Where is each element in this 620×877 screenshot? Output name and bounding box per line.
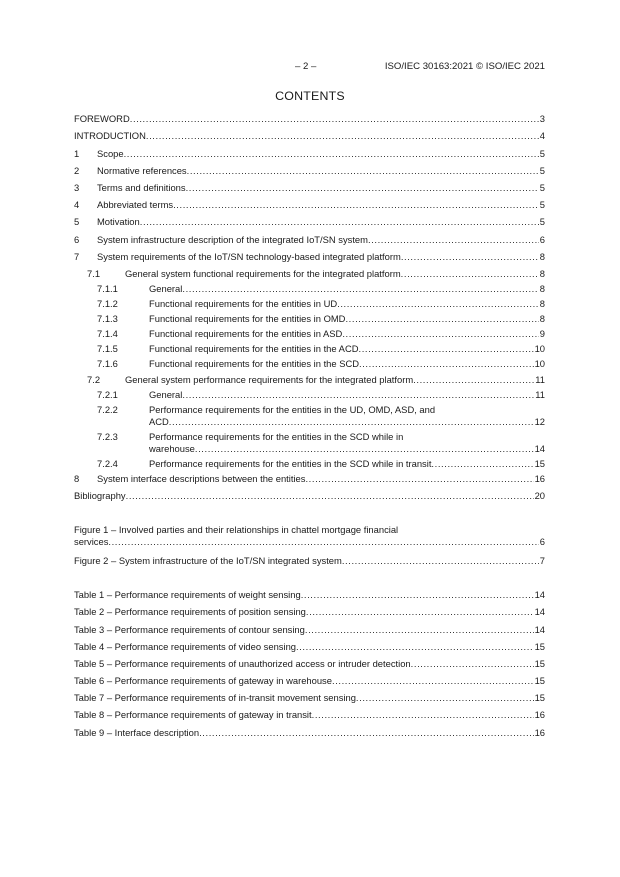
table-entry[interactable]: Table 1 – Performance requirements of weight sensing ..... 14 <box>74 589 545 601</box>
toc-entry[interactable]: 2 Normative references ..... 5 <box>74 165 545 177</box>
toc-entry[interactable]: 8 System interface descriptions between the entities ..... 16 <box>74 473 545 485</box>
toc-entry[interactable]: INTRODUCTION ..... 4 <box>74 130 545 142</box>
page-header <box>0 61 620 75</box>
toc-entry[interactable]: FOREWORD ..... 3 <box>74 113 545 125</box>
figure-entry[interactable]: Figure 1 – Involved parties and their relationships in chattel mortgage financial services ..... 6 <box>74 524 545 548</box>
table-entry[interactable]: Table 5 – Performance requirements of unauthorized access or intruder detection ..... 15 <box>74 658 545 670</box>
toc-entry[interactable]: 7.1.3 Functional requirements for the entities in OMD ..... 8 <box>74 313 545 325</box>
table-entry[interactable]: Table 7 – Performance requirements of in-transit movement sensing ..... 15 <box>74 692 545 704</box>
toc-entry[interactable]: 7.2.2 Performance requirements for the entities in the UD, OMD, ASD, and ACD ..... 12 <box>74 404 545 428</box>
toc-entry[interactable]: 7.1 General system functional requirements for the integrated platform ..... 8 <box>74 268 545 280</box>
toc-entry[interactable]: 7.2.4 Performance requirements for the entities in the SCD while in transit ..... 15 <box>74 458 545 470</box>
toc-entry[interactable]: 5 Motivation ..... 5 <box>74 216 545 228</box>
toc-entry[interactable]: 7.1.4 Functional requirements for the entities in ASD ..... 9 <box>74 328 545 340</box>
toc-entry[interactable]: 7.1.2 Functional requirements for the entities in UD ..... 8 <box>74 298 545 310</box>
table-entry[interactable]: Table 8 – Performance requirements of gateway in transit ..... 16 <box>74 709 545 721</box>
table-entry[interactable]: Table 9 – Interface description ..... 16 <box>74 727 545 739</box>
toc-entry[interactable]: 6 System infrastructure description of the integrated IoT/SN system ..... 6 <box>74 234 545 246</box>
toc-entry[interactable]: 3 Terms and definitions ..... 5 <box>74 182 545 194</box>
toc-entry[interactable]: 1 Scope ..... 5 <box>74 148 545 160</box>
toc-entry[interactable]: 7.2.1 General ..... 11 <box>74 389 545 401</box>
table-entry[interactable]: Table 2 – Performance requirements of position sensing ..... 14 <box>74 606 545 618</box>
table-entry[interactable]: Table 4 – Performance requirements of video sensing ..... 15 <box>74 641 545 653</box>
toc-entry[interactable]: 7.1.1 General ..... 8 <box>74 283 545 295</box>
figure-entry[interactable]: Figure 2 – System infrastructure of the IoT/SN integrated system ..... 7 <box>74 555 545 567</box>
toc-entry[interactable]: Bibliography ..... 20 <box>74 490 545 502</box>
toc-entry[interactable]: 7.2 General system performance requirements for the integrated platform ..... 11 <box>74 374 545 386</box>
page-number: – 2 – <box>295 61 317 72</box>
table-entry[interactable]: Table 6 – Performance requirements of gateway in warehouse ..... 15 <box>74 675 545 687</box>
contents-title: CONTENTS <box>275 89 345 103</box>
standard-reference: ISO/IEC 30163:2021 © ISO/IEC 2021 <box>384 61 545 72</box>
toc-entry[interactable]: 7.1.6 Functional requirements for the entities in the SCD ..... 10 <box>74 358 545 370</box>
toc-entry[interactable]: 4 Abbreviated terms ..... 5 <box>74 199 545 211</box>
toc-entry[interactable]: 7 System requirements of the IoT/SN technology-based integrated platform ..... 8 <box>74 251 545 263</box>
toc-entry[interactable]: 7.2.3 Performance requirements for the entities in the SCD while in warehouse ..... 14 <box>74 431 545 455</box>
table-entry[interactable]: Table 3 – Performance requirements of contour sensing ..... 14 <box>74 624 545 636</box>
toc-entry[interactable]: 7.1.5 Functional requirements for the entities in the ACD ..... 10 <box>74 343 545 355</box>
